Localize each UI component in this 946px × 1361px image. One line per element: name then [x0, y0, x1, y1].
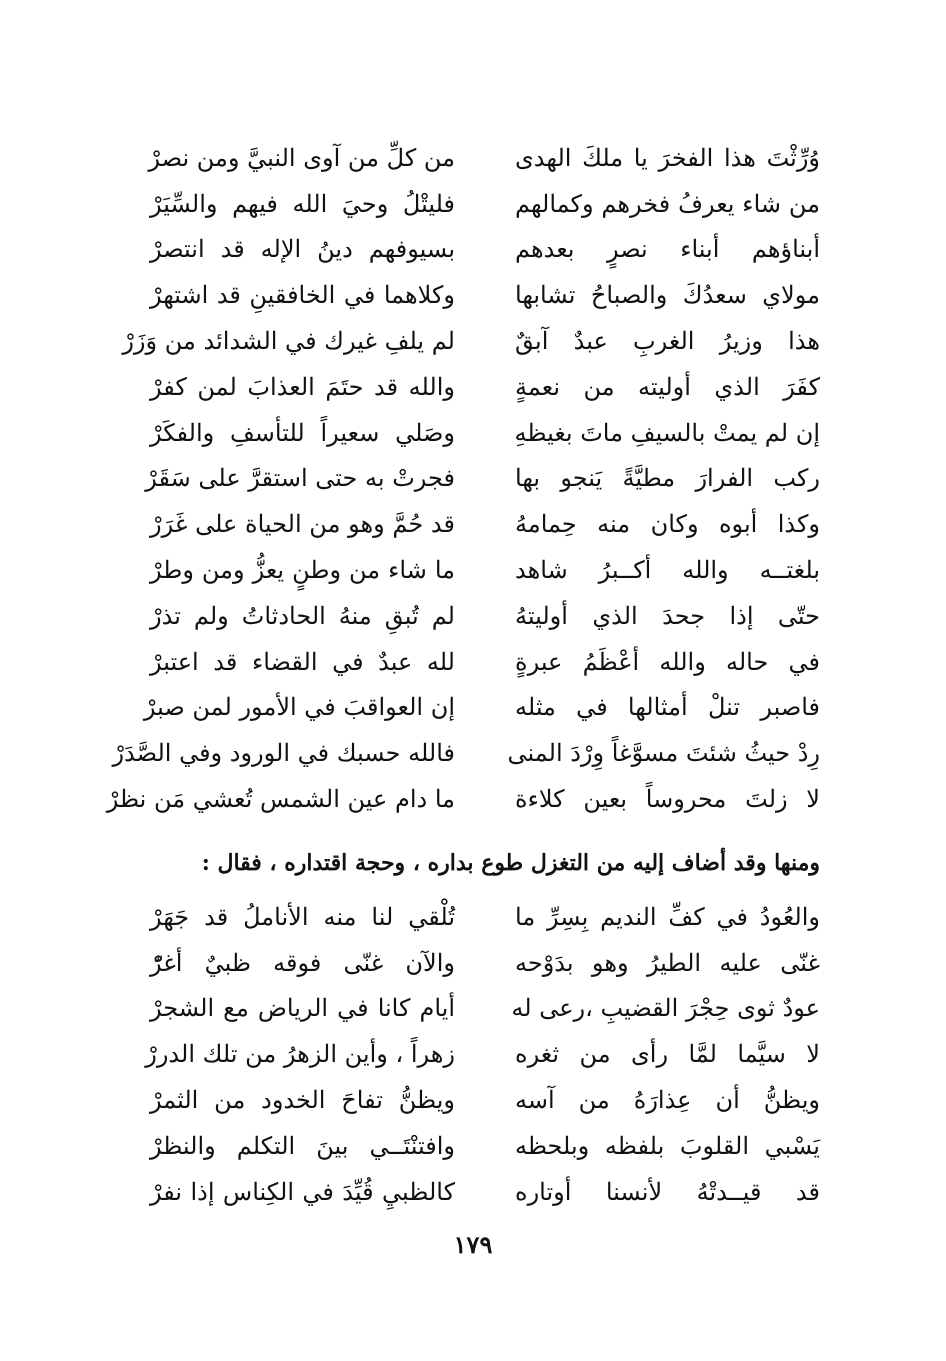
verse-line — [145, 1031, 820, 1077]
hemistich-first: إن لم يمتْ بالسيفِ ماتَ بغيظهِ — [514, 418, 820, 447]
hemistich-second: فجرتْ به حتى استقرَّ على سَقَرْ — [145, 464, 455, 493]
hemistich-first: في حاله والله أعْظَمُ عبرةٍ — [515, 647, 820, 676]
hemistich-second: إن العواقبَ في الأمور لمن صبرْ — [143, 693, 455, 722]
hemistich-second: لم تُبقِ منهُ الحادثاتُ ولم تذرْ — [150, 601, 455, 630]
hemistich-first: من شاء يعرفُ فخرهم وكمالهم — [515, 189, 820, 218]
verse-line — [150, 181, 820, 227]
hemistich-first: وُرِّثْتَ هذا الفخرَ يا ملكَ الهدى — [515, 143, 820, 172]
hemistich-first: قد قيــدتْهُ لأنسنا أوتاره — [515, 1177, 820, 1206]
hemistich-second: وكلاهما في الخافقينِ قد اشتهرْ — [150, 281, 455, 310]
hemistich-second: قد حُمَّ وهو من الحياة على غَرَرْ — [150, 510, 455, 539]
hemistich-first: والعُودُ في كفِّ النديم بِسِرِّ ما — [515, 902, 820, 931]
hemistich-first: فاصبر تنلْ أمثالها في مثله — [515, 693, 820, 722]
verse-line — [150, 501, 820, 547]
hemistich-first: مولاي سعدُكَ والصباحُ تشابها — [515, 281, 820, 310]
verse-line — [150, 593, 820, 639]
verse-line — [150, 547, 820, 593]
verse-line — [150, 135, 820, 181]
verse-line — [112, 730, 820, 776]
poem-first — [106, 135, 820, 822]
hemistich-first: لا زلتَ محروساً بعين كلاءة — [515, 785, 820, 814]
hemistich-second: ما شاء من وطنٍ يعزُّ ومن وطرْ — [150, 556, 455, 585]
verse-line — [150, 1169, 820, 1215]
hemistich-second: والله قد حتَمَ العذابَ لمن كفرْ — [150, 372, 455, 401]
verse-line — [150, 364, 820, 410]
hemistich-first: هذا وزيرُ الغربِ عبدٌ آبقٌ — [515, 327, 820, 356]
verse-line — [143, 685, 820, 731]
verse-line — [150, 1123, 820, 1169]
hemistich-second: فالله حسبك في الورود وفي الصَّدَرْ — [112, 739, 455, 768]
hemistich-first: لا سيَّما لمَّا رأى من ثغره — [515, 1040, 820, 1069]
hemistich-first: حتّى إذا جحدَ الذي أوليتهُ — [515, 601, 820, 630]
prose-intro: ومنها وقد أضاف إليه من التغزل طوع بداره ، وحجة اقتداره ، فقال : — [201, 849, 820, 876]
poem-second — [145, 894, 820, 1215]
hemistich-second: فليتْلُ وحيَ الله فيهم والسِّيَرْ — [150, 189, 455, 218]
hemistich-second: زهراً ، وأين الزهرُ من تلك الدررْ — [145, 1040, 455, 1069]
page-number: ١٧٩ — [453, 1230, 493, 1259]
hemistich-second: بسيوفهم دينُ الإله قد انتصرْ — [150, 235, 455, 264]
hemistich-second: تُلْقي لنا منه الأناملُ قد جَهَرْ — [150, 902, 455, 931]
hemistich-first: غنّى عليه الطيرُ وهو بدَوْحه — [515, 948, 820, 977]
hemistich-first: كفَرَ الذي أوليته من نعمةٍ — [515, 372, 820, 401]
hemistich-second: وصَلي سعيراً للتأسفِ والفكَرْ — [150, 418, 455, 447]
verse-line — [122, 318, 820, 364]
hemistich-first: ركب الفرارَ مطيَّةً يَنجو بها — [515, 464, 820, 493]
verse-line — [150, 986, 820, 1032]
hemistich-second: كالظبيِ قُيِّدَ في الكِناس إذا نفرْ — [150, 1177, 455, 1206]
verse-line — [106, 776, 820, 822]
verse-line — [150, 227, 820, 273]
hemistich-first: بلغتــه والله أكــبرُ شاهد — [515, 556, 820, 585]
book-page — [106, 135, 820, 1215]
hemistich-first: رِدْ حيثُ شئتَ مسوَّغاً وِرْدَ المنى — [507, 739, 820, 768]
verse-line — [150, 272, 820, 318]
verse-line — [150, 639, 820, 685]
hemistich-second: من كلِّ من آوى النبيَّ ومن نصرْ — [148, 143, 455, 172]
hemistich-second: لم يلفِ غيرك في الشدائد من وَزَرْ — [122, 327, 455, 356]
hemistich-second: أيام كانا في الرياض مع الشجرْ — [150, 994, 455, 1023]
hemistich-second: لله عبدٌ في القضاء قد اعتبرْ — [150, 647, 455, 676]
verse-line — [150, 940, 820, 986]
hemistich-second: ويظنُّ تفاحَ الخدود من الثمرْ — [150, 1086, 455, 1115]
hemistich-second: وافتنْتَــي بينَ التكلم والنظرْ — [150, 1131, 455, 1160]
verse-line — [150, 1077, 820, 1123]
hemistich-first: وكذا أبوه وكان منه حِمامهُ — [515, 510, 820, 539]
verse-line — [145, 456, 820, 502]
hemistich-first: ويظنُّ أن عِذارَهُ من آسه — [515, 1086, 820, 1115]
verse-line — [150, 410, 820, 456]
hemistich-second: ما دام عين الشمس تُعشي مَن نظرْ — [106, 785, 455, 814]
hemistich-second: والآن غنّى فوقه ظبيٌ أغرّْ — [150, 948, 455, 977]
verse-line — [150, 894, 820, 940]
hemistich-first: يَسْبي القلوبَ بلفظه وبلحظه — [515, 1131, 820, 1160]
hemistich-first: عودٌ ثوى حِجْرَ القضيبِ ،رعى له — [511, 994, 820, 1023]
hemistich-first: أبناؤهم أبناء نصرٍ بعدهم — [515, 235, 820, 264]
